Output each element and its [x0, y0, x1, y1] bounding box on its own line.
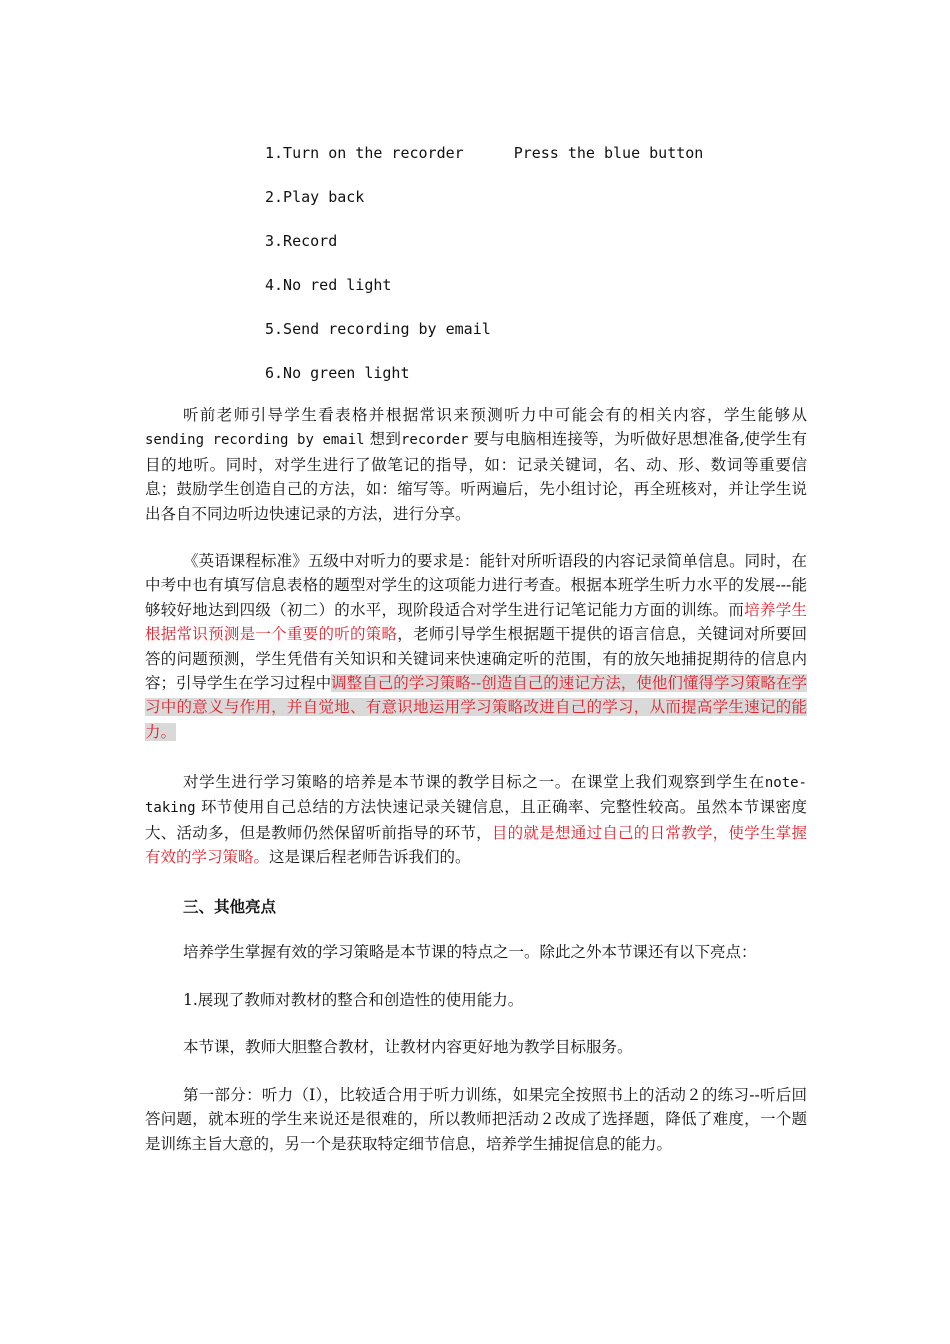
paragraph-integration: 本节课，教师大胆整合教材，让教材内容更好地为教学目标服务。	[183, 1038, 633, 1056]
paragraph-curriculum: 《英语课程标准》五级中对听力的要求是：能针对所听语段的内容记录简单信息。同时，在中考中也有填写信息表格的题型对学生的这项能力进行考查。根据本班学生听力水平的发展---能够较好地达到四级（初二）的水平，现阶段适合对学生进行记笔记能力方面的训练。而培养学生根据常识预测是一个重要的听的策略，老师引导学生根据题干提供的语言信息，关键词对所要回答的问题预测，学生凭借有关知识和关键词来快速确定听的范围，有的放矢地捕捉期待的信息内容；引导学生在学习过程中调整自己的学习策略--创造自己的速记方法，使他们懂得学习策略在学习中的意义与作用，并自觉地、有意识地运用学习策略改进自己的学习，从而提高学生速记的能力。	[145, 552, 807, 741]
highlight-text-red: 培养学生根据常识预测是一个重要的听的策略	[145, 600, 807, 644]
list-item: 3.Record	[265, 232, 338, 250]
highlight-text-marked: 调整自己的学习策略--创造自己的速记方法，使他们懂得学习策略在学习中的意义与作用，并自觉地、有意识地运用学习策略改进自己的学习，从而提高学生速记的能力。	[145, 674, 807, 741]
list-item-note: Press the blue button	[513, 144, 704, 162]
list-item: 5.Send recording by email	[265, 320, 491, 338]
section-heading: 三、其他亮点	[183, 898, 277, 916]
highlight-text-red: 目的就是想通过自己的日常教学，使学生掌握有效的学习策略。	[145, 823, 807, 867]
list-item: 4.No red light	[265, 276, 392, 294]
paragraph-strategy: 对学生进行学习策略的培养是本节课的教学目标之一。在课堂上我们观察到学生在note-taking 环节使用自己总结的方法快速记录关键信息，且正确率、完整性较高。虽然本节课密度大、活动多，但是教师仍然保留听前指导的环节，目的就是想通过自己的日常教学，使学生掌握有效的学习策略。这是课后程老师告诉我们的。	[145, 773, 807, 867]
paragraph-prelistening: 听前老师引导学生看表格并根据常识来预测听力中可能会有的相关内容，学生能够从sending recording by email 想到recorder 要与电脑相连接等，为听做好思想准备,使学生有目的地听。同时，对学生进行了做笔记的指导，如：记录关键词，名、动、形、数词等重要信息；鼓励学生创造自己的方法，如：缩写等。听两遍后，先小组讨论，再全班核对，并让学生说出各自不同边听边快速记录的方法，进行分享。	[145, 406, 807, 523]
paragraph-highlights-intro: 培养学生掌握有效的学习策略是本节课的特点之一。除此之外本节课还有以下亮点：	[183, 943, 757, 961]
paragraph-point-1: 1.展现了教师对教材的整合和创造性的使用能力。	[183, 991, 524, 1009]
steps-list	[265, 143, 703, 407]
list-item: 1.Turn on the recorder Press the blue button	[265, 144, 704, 162]
list-item: 2.Play back	[265, 188, 365, 206]
list-item: 6.No green light	[265, 364, 410, 382]
paragraph-part-one: 第一部分：听力（I），比较适合用于听力训练，如果完全按照书上的活动２的练习--听后回答问题，就本班的学生来说还是很难的，所以教师把活动２改成了选择题，降低了难度，一个题是训练主旨大意的，另一个是获取特定细节信息，培养学生捕捉信息的能力。	[145, 1086, 807, 1153]
